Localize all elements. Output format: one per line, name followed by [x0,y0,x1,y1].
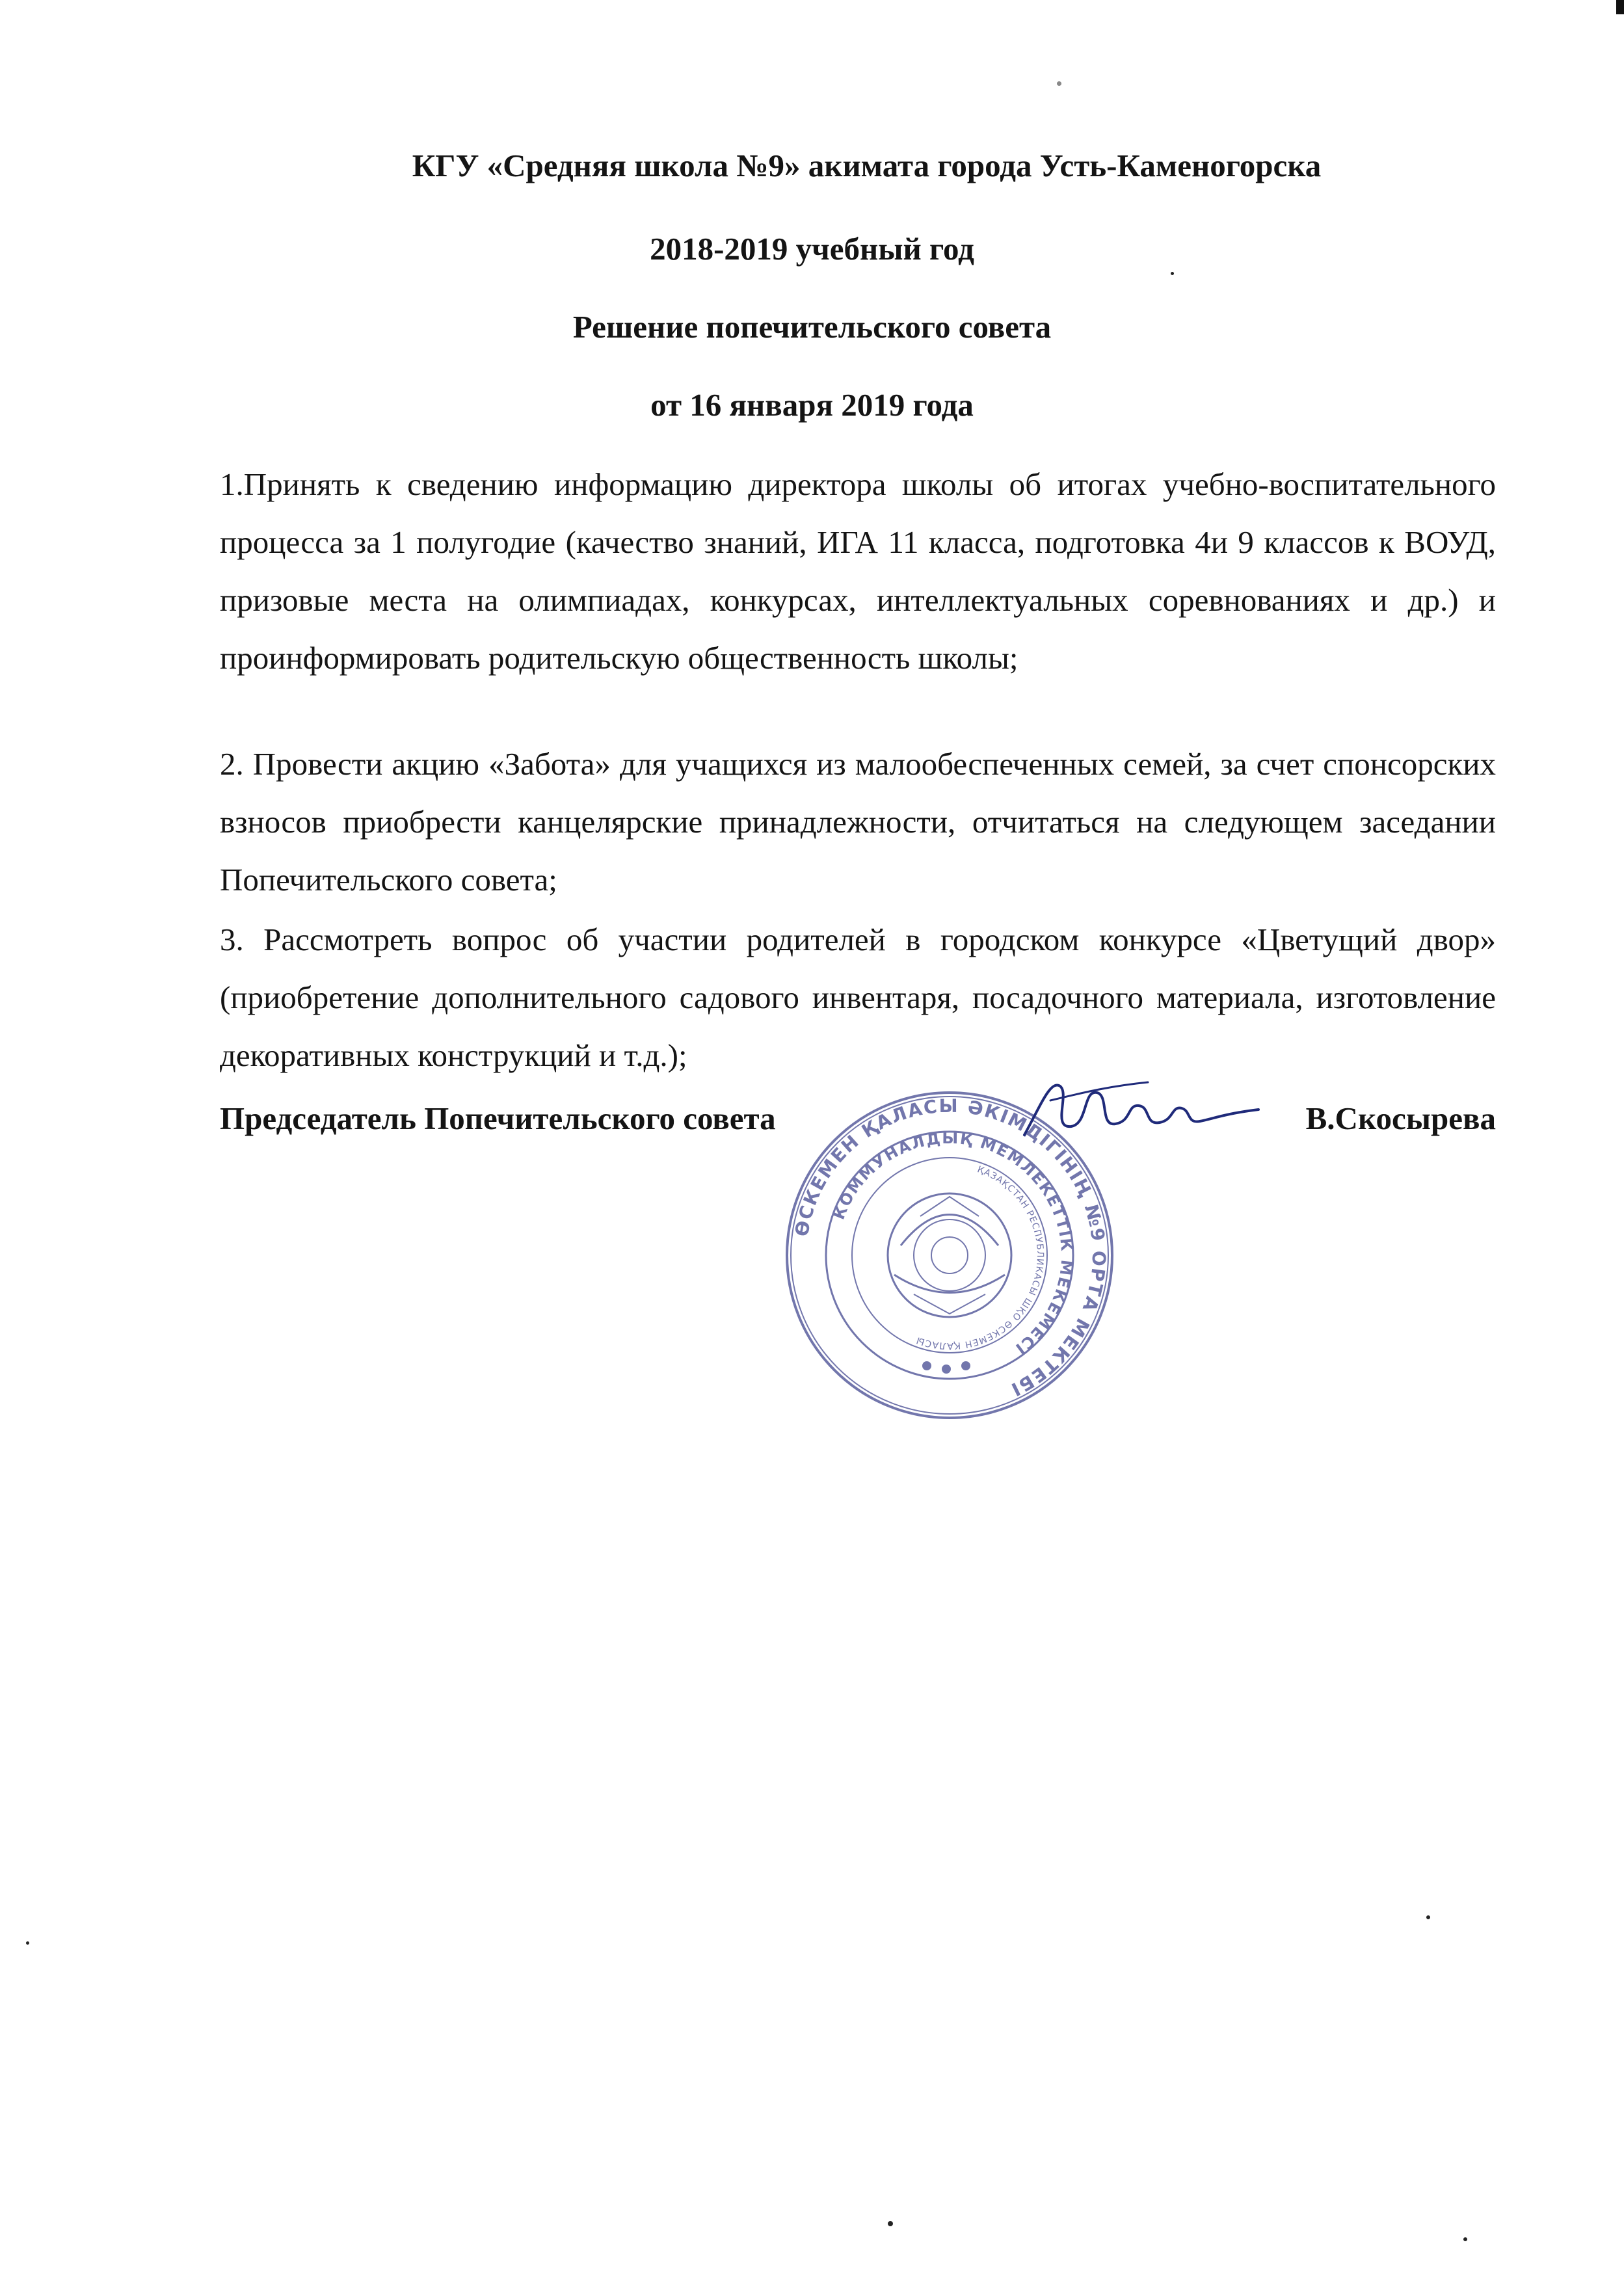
decision-item-2: 2. Провести акцию «Забота» для учащихся из малообеспеченных семей, за счет спонсорских взносов приобрести канцелярские принадлежности, отчитаться на следующем заседании Попечительского совета; [220,746,1496,898]
scan-corner-mark [1616,0,1624,14]
scan-dot [1171,272,1174,275]
decision-item-1: 1.Принять к сведению информацию директора школы об итогах учебно-воспитательного процесса за 1 полугодие (качество знаний, ИГА 11 класса, подготовка 4и 9 классов к ВОУД, призовые места на олимпиадах, конкурсах, интеллектуальных соревнованиях и др.) и проинформировать родительскую общественность школы; [220,466,1496,676]
scan-dot [1057,81,1061,86]
decision-date: от 16 января 2019 года [650,387,974,423]
stamp-inner-text: КОММУНАЛДЫҚ МЕМЛЕКЕТТІК МЕКЕМЕСІ [829,1128,1076,1359]
svg-text:ҚАЗАҚСТАН РЕСПУБЛИКАСЫ ШҚО ӨСК [914,1164,1045,1351]
chairman-name: В.Скосырева [1305,1100,1496,1136]
scan-dot [26,1941,29,1945]
handwritten-signature [1011,1067,1271,1151]
stamp-outer-text: ӨСКЕМЕН ҚАЛАСЫ ӘКІМДІГІНІҢ №9 ОРТА МЕКТЕБІ [790,1095,1110,1401]
scan-dot [1426,1915,1430,1919]
scan-dot [1463,2237,1467,2241]
scan-dot [888,2221,893,2226]
decision-heading: Решение попечительского совета [572,309,1052,345]
academic-year: 2018-2019 учебный год [650,231,974,267]
organization-title: КГУ «Средняя школа №9» акимата города Усть-Каменогорска [412,148,1322,183]
chairman-title: Председатель Попечительского совета [220,1100,776,1136]
decision-item-3: 3. Рассмотреть вопрос об участии родителей в городском конкурсе «Цветущий двор» (приобретение дополнительного садового инвентаря, посадочного материала, изготовление декоративных конструкций и т.д.); [220,922,1496,1073]
stamp-small-text: ҚАЗАҚСТАН РЕСПУБЛИКАСЫ ШҚО ӨСКЕМЕН ҚАЛАСЫ [914,1164,1046,1351]
signature-block [220,1093,1496,1145]
